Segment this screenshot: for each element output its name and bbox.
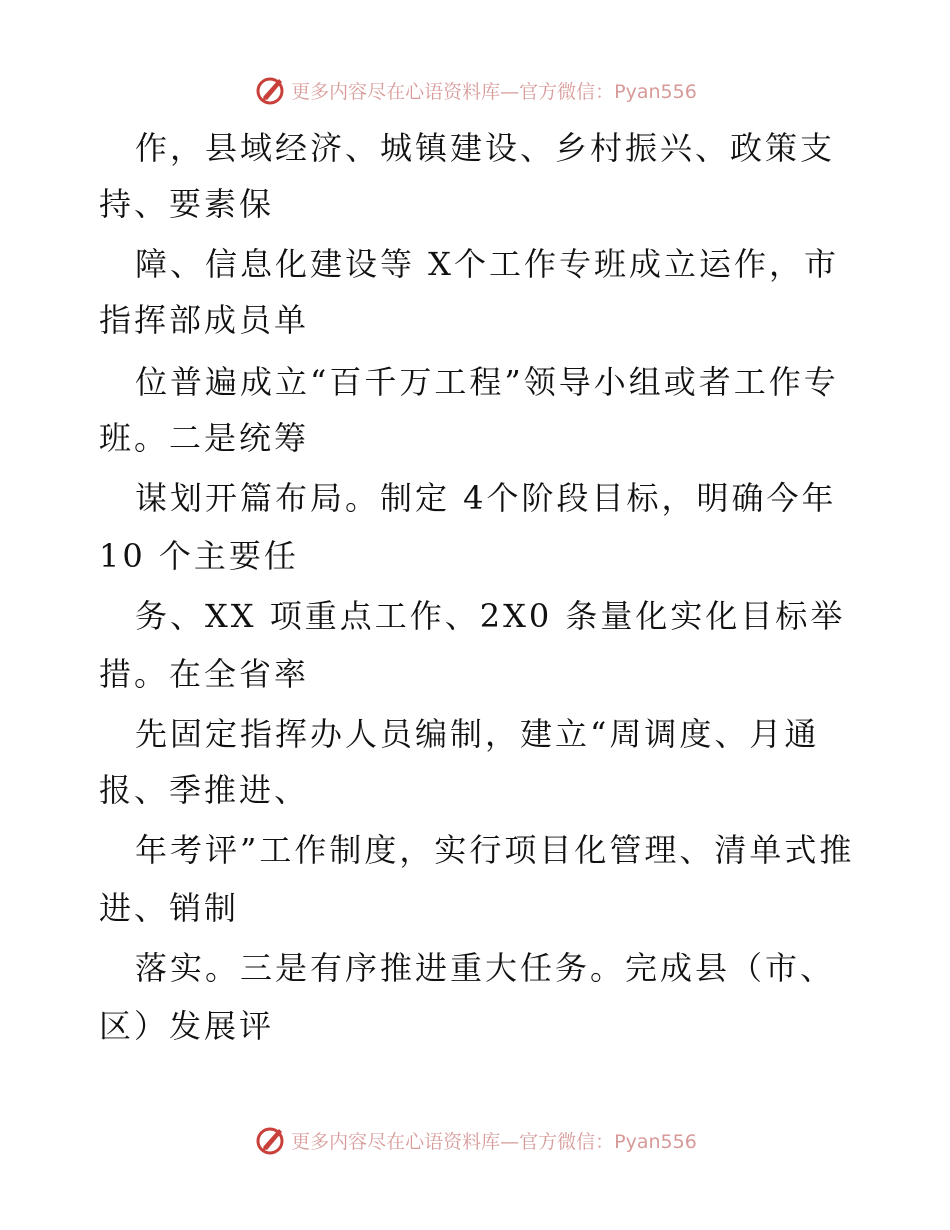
quill-pen-logo-icon (253, 1123, 287, 1157)
header-watermark (0, 70, 950, 110)
paragraph-line: 班。二是统筹 (99, 419, 310, 457)
footer-brand-label: 更多内容尽在心语资料库—官方微信：Pyan556 (291, 1130, 697, 1153)
paragraph-line: 指挥部成员单 (99, 301, 310, 339)
paragraph-line: 年考评”工作制度，实行项目化管理、清单式推 (135, 831, 855, 869)
paragraph-line: 报、季推进、 (99, 771, 310, 809)
paragraph-line: 作，县域经济、城镇建设、乡村振兴、政策支 (135, 129, 836, 167)
paragraph-line: 位普遍成立“百千万工程”领导小组或者工作专 (135, 363, 839, 401)
paragraph-line: 区）发展评 (99, 1007, 275, 1045)
paragraph-line: 持、要素保 (99, 185, 275, 223)
footer-watermark (0, 1120, 950, 1160)
paragraph-line: 谋划开篇布局。制定 4个阶段目标，明确今年 (135, 479, 837, 517)
header-wechat-id: Pyan556 (614, 80, 697, 103)
paragraph-line: 落实。三是有序推进重大任务。完成县（市、 (135, 949, 836, 987)
paragraph-line: 10 个主要任 (99, 537, 299, 575)
paragraph-line: 务、XX 项重点工作、2X0 条量化实化目标举 (135, 597, 846, 635)
footer-wechat-id: Pyan556 (614, 1130, 697, 1153)
paragraph-line: 障、信息化建设等 X个工作专班成立运作，市 (135, 245, 839, 283)
header-brand-label: 更多内容尽在心语资料库—官方微信：Pyan556 (291, 80, 697, 103)
paragraph-line: 措。在全省率 (99, 655, 310, 693)
quill-pen-logo-icon (253, 73, 287, 107)
paragraph-line: 先固定指挥办人员编制，建立“周调度、月通 (135, 715, 820, 753)
paragraph-line: 进、销制 (99, 889, 240, 927)
